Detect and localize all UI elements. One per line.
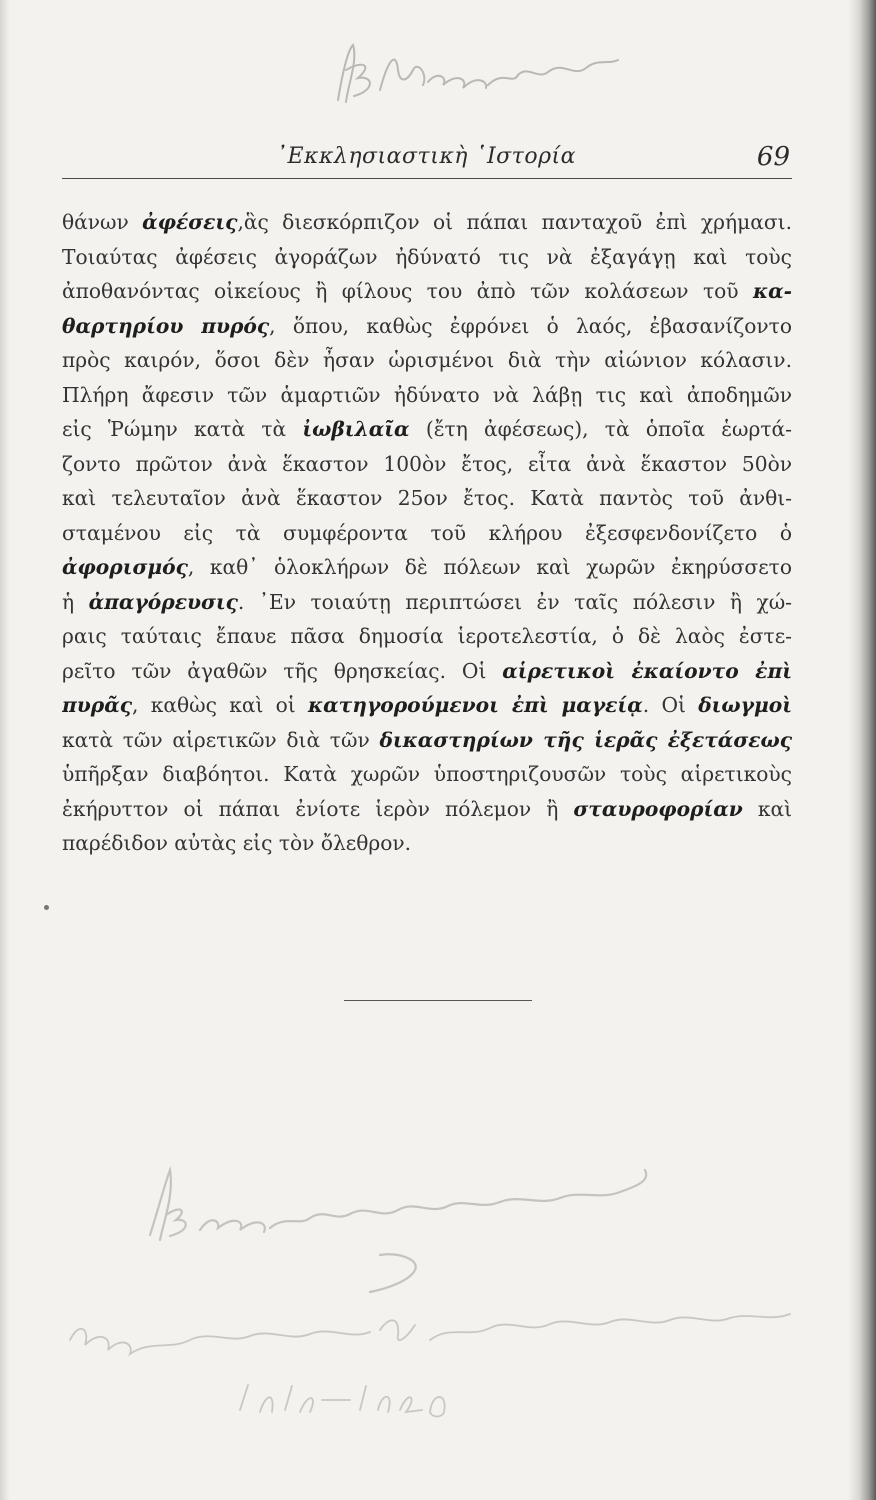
- text-line: [62, 757, 792, 792]
- emphasized-term: δικαστηρίων τῆς ἱερᾶς ἐξετάσεως: [379, 727, 792, 752]
- text-segment: Πλήρη ἄφεσιν τῶν ἁμαρτιῶν ἠδύνατο νὰ λάβῃ τις καὶ ἀποδημῶν: [62, 382, 792, 407]
- text-line: [62, 205, 792, 240]
- text-segment: , καθὼς καὶ οἱ: [132, 693, 309, 717]
- text-segment: , καθ᾿ ὁλοκλήρων δὲ πόλεων καὶ χωρῶν ἐκηρύσσετο: [187, 555, 792, 579]
- page-left-edge: [0, 0, 10, 1500]
- text-line: [62, 585, 792, 620]
- text-line: [62, 274, 792, 309]
- text-segment: . ᾿Εν τοιαύτῃ περιπτώσει ἐν ταῖς πόλεσιν ἢ χώ-: [237, 589, 792, 614]
- text-line: [62, 826, 792, 861]
- text-segment: καὶ: [742, 796, 792, 821]
- emphasized-term: ἀφορισμός: [62, 555, 188, 579]
- text-line: [62, 481, 792, 516]
- emphasized-term: σταυροφορίαν: [573, 796, 743, 821]
- emphasized-term: κα-: [752, 279, 792, 303]
- pencil-annotation: [60, 1300, 820, 1460]
- emphasized-term: αἱρετικοὶ ἐκαίοντο ἐπὶ: [502, 658, 792, 683]
- text-segment: σταμένου εἰς τὰ συμφέροντα τοῦ κλήρου ἐξεσφενδονίζετο ὁ: [62, 520, 792, 545]
- emphasized-term: πυρᾶς: [62, 693, 133, 717]
- text-segment: ρεῖτο τῶν ἀγαθῶν τῆς θρησκείας. Οἱ: [62, 658, 503, 683]
- text-line: [62, 688, 792, 723]
- text-segment: , ὅπου, καθὼς ἐφρόνει ὁ λαός, ἐβασανίζοντο: [269, 313, 792, 338]
- emphasized-term: ἀπαγόρευσις: [88, 589, 238, 614]
- header-rule: [62, 178, 792, 179]
- text-segment: πρὸς καιρόν, ὅσοι δὲν ἦσαν ὡρισμένοι διὰ τὴν αἰώνιον κόλασιν.: [62, 348, 792, 372]
- text-line: [62, 516, 792, 551]
- text-segment: . Οἱ: [642, 693, 699, 717]
- ink-speck: [44, 905, 49, 910]
- text-line: [62, 240, 792, 275]
- page-number: 69: [756, 142, 790, 172]
- text-line: [62, 619, 792, 654]
- text-segment: Τοιαύτας ἀφέσεις ἀγοράζων ἠδύνατό τις νὰ ἐξαγάγῃ καὶ τοὺς: [62, 244, 792, 269]
- text-line: [62, 378, 792, 413]
- text-segment: ἡ: [62, 589, 89, 614]
- page-right-edge-shadow: [848, 0, 876, 1500]
- text-segment: ἀποθανόντας οἰκείους ἢ φίλους του ἀπὸ τῶν κολάσεων τοῦ: [62, 279, 753, 303]
- text-segment: ,ἃς διεσκόρπιζον οἱ πάπαι πανταχοῦ ἐπὶ χρήμασι.: [237, 210, 792, 234]
- text-segment: καὶ τελευταῖον ἀνὰ ἕκαστον 25ον ἔτος. Κατὰ παντὸς τοῦ ἀνθι-: [62, 486, 792, 510]
- text-segment: ζοντο πρῶτον ἀνὰ ἕκαστον 100ὸν ἔτος, εἶτα ἀνὰ ἕκαστον 50ὸν: [62, 451, 792, 476]
- text-line: [62, 412, 792, 447]
- text-segment: (ἔτη ἀφέσεως), τὰ ὁποῖα ἑωρτά-: [409, 417, 792, 441]
- text-segment: ραις ταύταις ἔπαυε πᾶσα δημοσία ἱεροτελεστία, ὁ δὲ λαὸς ἐστε-: [62, 624, 792, 648]
- text-segment: παρέδιδον αὐτὰς εἰς τὸν ὄλεθρον.: [62, 831, 412, 855]
- bottom-signature-scribble: [140, 1160, 700, 1300]
- emphasized-term: διωγμοὶ: [698, 693, 792, 717]
- text-line: [62, 550, 792, 585]
- text-line: [62, 723, 792, 758]
- page-header: [62, 140, 790, 180]
- section-end-rule: [344, 1000, 532, 1001]
- text-segment: θάνων: [62, 210, 143, 234]
- emphasized-term: ἰωβιλαῖα: [302, 417, 410, 441]
- text-line: [62, 309, 792, 344]
- running-title: ᾿Εκκλησιαστικὴ ῾Ιστορία: [276, 144, 576, 169]
- body-text: [62, 205, 792, 861]
- text-line: [62, 343, 792, 378]
- text-line: [62, 792, 792, 827]
- text-line: [62, 447, 792, 482]
- emphasized-term: ἀφέσεις: [142, 210, 238, 234]
- text-segment: ἐκήρυττον οἱ πάπαι ἐνίοτε ἱερὸν πόλεμον ἢ: [62, 796, 574, 821]
- text-line: [62, 654, 792, 689]
- text-segment: ὑπῆρξαν διαβόητοι. Κατὰ χωρῶν ὑποστηριζουσῶν τοὺς αἱρετικοὺς: [62, 762, 792, 786]
- text-segment: κατὰ τῶν αἱρετικῶν διὰ τῶν: [62, 727, 380, 752]
- emphasized-term: κατηγορούμενοι ἐπὶ μαγείᾳ: [308, 693, 643, 717]
- emphasized-term: θαρτηρίου πυρός: [62, 313, 270, 338]
- top-signature-scribble: [318, 30, 638, 110]
- text-segment: εἰς Ῥώμην κατὰ τὰ: [62, 417, 303, 441]
